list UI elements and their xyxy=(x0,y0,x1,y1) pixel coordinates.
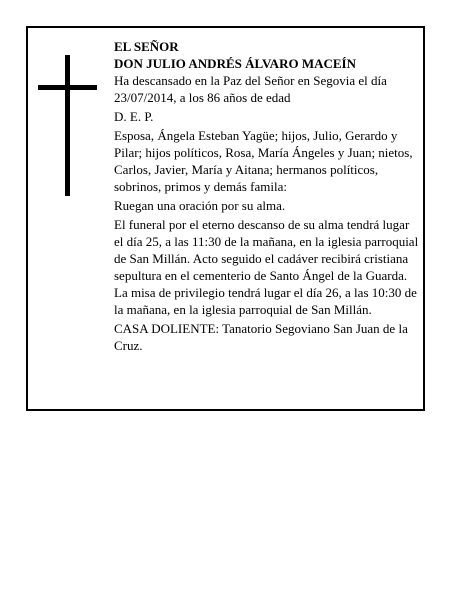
mourning-house: CASA DOLIENTE: Tanatorio Segoviano San Juan de la Cruz. xyxy=(114,321,408,353)
funeral-details: El funeral por el eterno descanso de su alma tendrá lugar el día 25, a las 11:30 de la mañana, en la iglesia parroquial de San Millán. Acto seguido el cadáver recibirá cristiana sepultura en el cementerio de Santo Ángel de la Guarda. La misa de privilegio tendrá lugar el día 26, a las 10:30 de la mañana, en la iglesia parroquial de San Millán. xyxy=(114,217,419,317)
notice-title: EL SEÑOR xyxy=(114,39,179,54)
cross-horizontal-bar xyxy=(38,85,97,90)
prayer-request: Ruegan una oración por su alma. xyxy=(114,198,286,213)
death-announcement: Ha descansado en la Paz del Señor en Segovia el día 23/07/2014, a los 86 años de edad xyxy=(114,73,387,105)
deceased-name: DON JULIO ANDRÉS ÁLVARO MACEÍN xyxy=(114,56,356,71)
cross-vertical-bar xyxy=(65,55,70,196)
obituary-text-block xyxy=(114,38,419,356)
family-list: Esposa, Ángela Esteban Yagüe; hijos, Julio, Gerardo y Pilar; hijos políticos, Rosa, María Ángeles y Juan; nietos, Carlos, Javier, María y Aitana; hermanos políticos, sobrinos, primos y demás famila: xyxy=(114,128,413,194)
rest-in-peace: D. E. P. xyxy=(114,109,154,124)
